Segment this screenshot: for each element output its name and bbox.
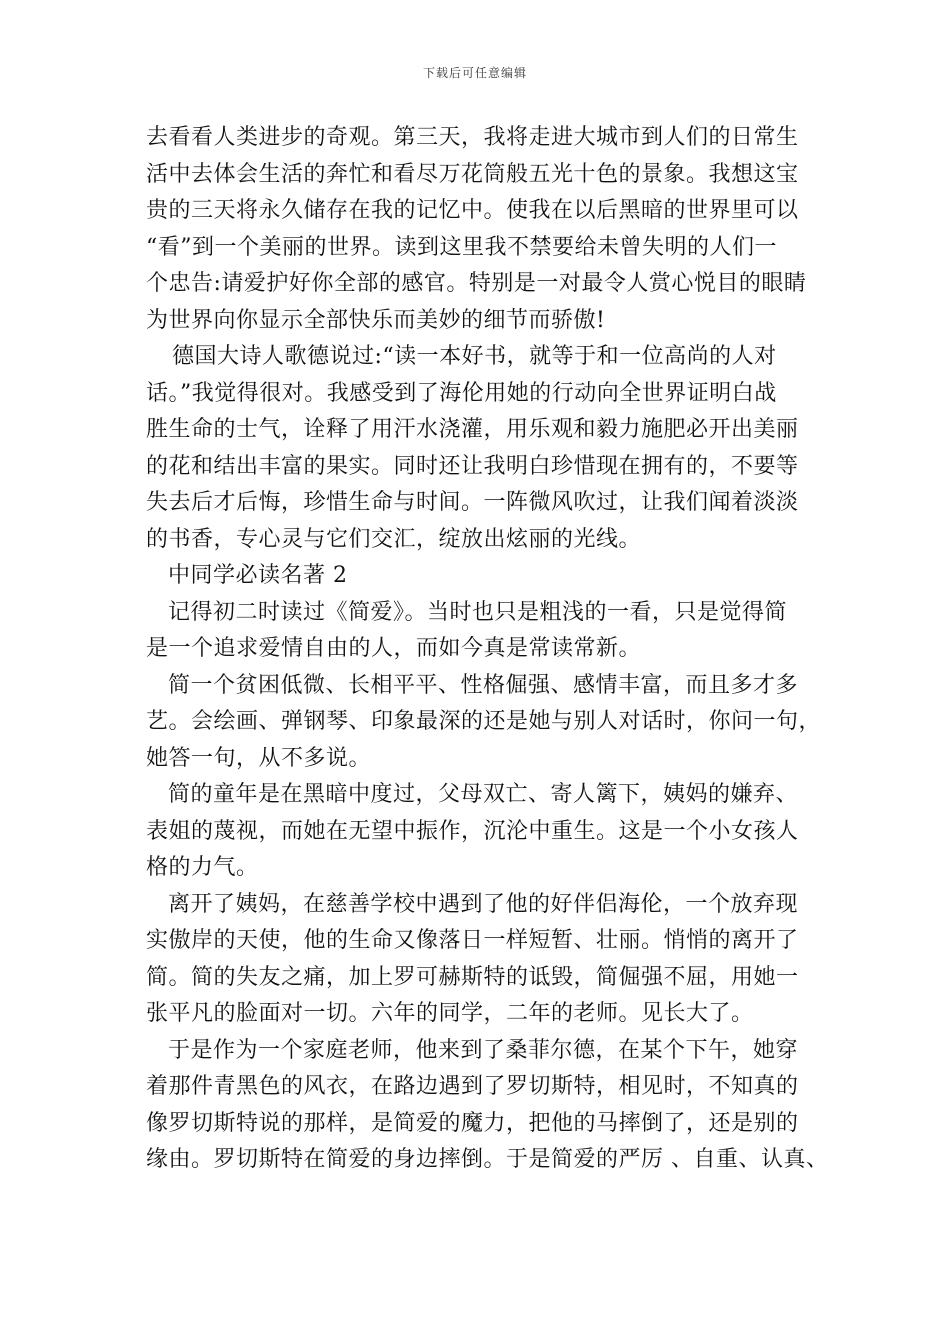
text-line: 像罗切斯特说的那样，是简爱的魔力，把他的马摔倒了，还是别的 [146,1110,799,1136]
text-line: 失去后才后悔，珍惜生命与时间。一阵微风吹过，让我们闻着淡淡 [146,490,799,515]
text-line: 缘由。罗切斯特在简爱的身边摔倒。于是简爱的严厉 、自重、认真、 [146,1147,829,1172]
paragraph-start-line: 简的童年是在黑暗中度过，父母双亡、寄人篱下，姨妈的嫌弃、 [168,782,799,807]
page-header: 下载后可任意编辑 [422,66,527,80]
text-line: 活中去体会生活的奔忙和看尽万花筒般五光十色的景象。我想这宝 [146,161,799,187]
text-line: 去看看人类进步的奇观。第三天，我将走进大城市到人们的日常生 [146,125,799,150]
text-line: 是一个追求爱情自由的人，而如今真是常读常新。 [146,636,642,661]
text-line: 的花和结出丰富的果实。同时还让我明白珍惜现在拥有的，不要等 [146,453,799,479]
paragraph-start-line: 离开了姨妈，在慈善学校中遇到了他的好伴侣海伦，一个放弃现 [168,891,799,917]
text-line: 个忠告:请爱护好你全部的感官。特别是一对最令人赏心悦目的眼睛 [146,271,807,296]
text-line: 着那件青黑色的风衣，在路边遇到了罗切斯特，相见时，不知真的 [146,1074,799,1099]
text-line: 胜生命的士气，诠释了用汗水浇灌，用乐观和毅力施肥必开出美丽 [146,417,799,442]
text-line: 贵的三天将永久储存在我的记忆中。使我在以后黑暗的世界里可以 [146,198,799,223]
text-line: 格的力气。 [146,855,259,880]
text-line: “看”到一个美丽的世界。读到这里我不禁要给未曾失明的人们一 [146,234,777,260]
text-line: 实傲岸的天使，他的生命又像落日一样短暂、壮丽。悄悄的离开了 [146,928,799,953]
paragraph-start-line: 于是作为一个家庭老师，他来到了桑菲尔德，在某个下午，她穿 [168,1037,799,1063]
paragraph-start-line: 德国大诗人歌德说过:“读一本好书，就等于和一位高尚的人对 [172,344,777,369]
text-line: 简。简的失友之痛，加上罗可赫斯特的诋毁，简倔强不屈，用她一 [146,964,799,990]
text-line: 张平凡的脸面对一切。六年的同学，二年的老师。见长大了。 [146,1001,754,1026]
text-line: 话。”我觉得很对。我感受到了海伦用她的行动向全世界证明白战 [146,380,777,406]
paragraph-start-line: 记得初二时读过《简爱》。当时也只是粗浅的一看，只是觉得简 [168,599,788,625]
document-body [146,120,829,1179]
section-heading: 中同学必读名著 2 [168,563,348,588]
text-line: 为世界向你显示全部快乐而美妙的细节而骄傲! [146,307,606,333]
text-line: 表姐的蔑视，而她在无望中振作，沉沦中重生。这是一个小女孩人 [146,818,799,844]
text-line: 的书香，专心灵与它们交汇，绽放出炫丽的光线。 [146,526,642,552]
paragraph-start-line: 简一个贫困低微、长相平平、性格倔强、感情丰富，而且多才多 [168,672,799,698]
text-line: 艺。会绘画、弹钢琴、印象最深的还是她与别人对话时，你问一句， [146,709,822,734]
text-line: 她答一句，从不多说。 [146,745,372,771]
